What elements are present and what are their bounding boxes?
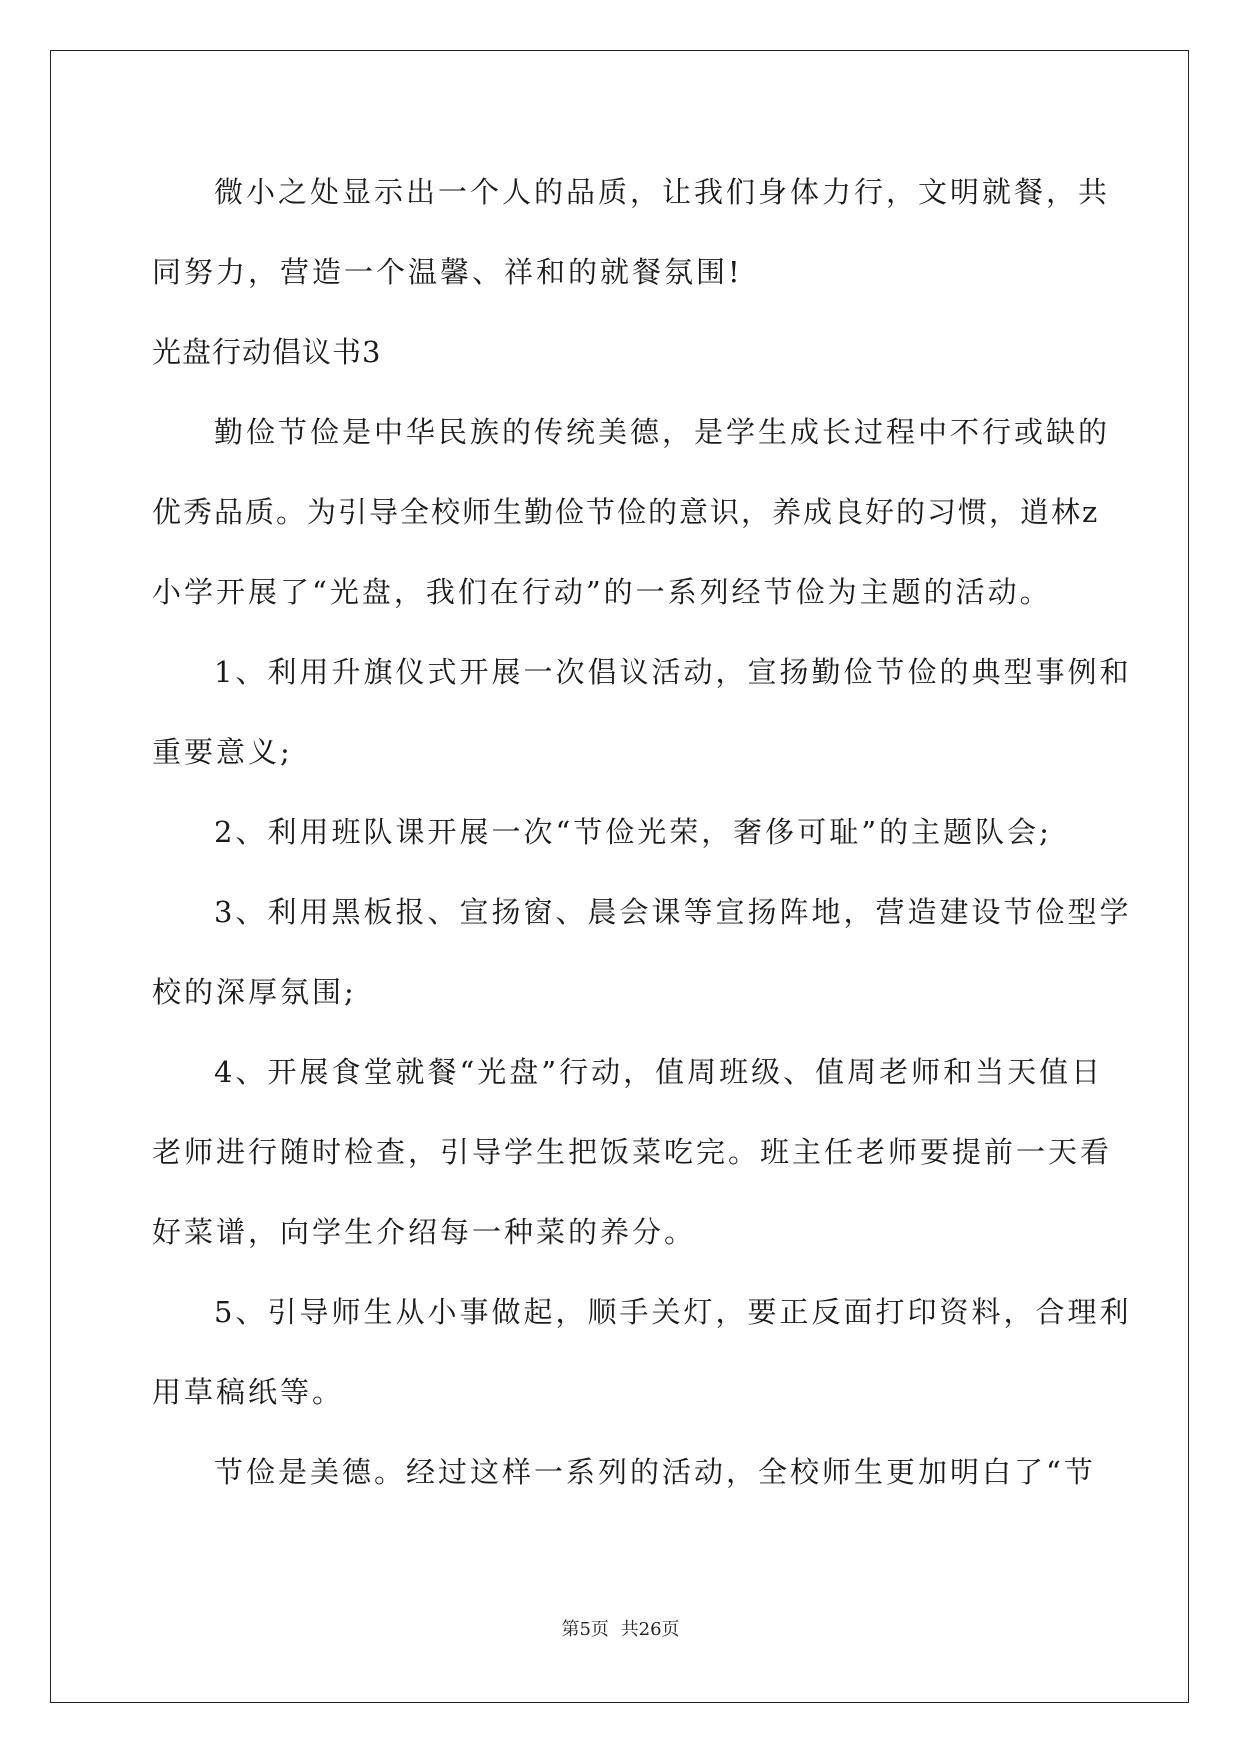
list-item-line: 2、利用班队课开展一次“节俭光荣，奢侈可耻”的主题队会; [214,815,1052,849]
paragraph-line: 同努力，营造一个温馨、祥和的就餐氛围! [152,255,743,289]
paragraph-line: 微小之处显示出一个人的品质，让我们身体力行，文明就餐，共 [214,175,1111,209]
list-item-line: 1、利用升旗仪式开展一次倡议活动，宣扬勤俭节俭的典型事例和 [214,655,1132,689]
list-item-line: 老师进行随时检查，引导学生把饭菜吃完。班主任老师要提前一天看 [152,1135,1113,1169]
list-item-line: 4、开展食堂就餐“光盘”行动，值周班级、值周老师和当天值日 [214,1055,1104,1089]
paragraph-line: 优秀品质。为引导全校师生勤俭节俭的意识，养成良好的习惯，逍林z [152,495,1100,529]
page-number: 第5页 [561,1619,609,1640]
section-heading: 光盘行动倡议书3 [152,335,382,369]
list-item-line: 重要意义; [152,735,293,769]
paragraph-line: 节俭是美德。经过这样一系列的活动，全校师生更加明白了“节 [214,1455,1096,1489]
list-item-line: 好菜谱，向学生介绍每一种菜的养分。 [152,1215,697,1249]
page-footer [0,1615,1241,1641]
paragraph-line: 勤俭节俭是中华民族的传统美德，是学生成长过程中不行或缺的 [214,415,1111,449]
page-total: 共26页 [620,1619,680,1640]
list-item-line: 5、引导师生从小事做起，顺手关灯，要正反面打印资料，合理利 [214,1295,1132,1329]
list-item-line: 用草稿纸等。 [152,1375,345,1409]
paragraph-line: 小学开展了“光盘，我们在行动”的一系列经节俭为主题的活动。 [152,575,1052,609]
list-item-line: 校的深厚氛围; [152,975,357,1009]
list-item-line: 3、利用黑板报、宣扬窗、晨会课等宣扬阵地，营造建设节俭型学 [214,895,1132,929]
